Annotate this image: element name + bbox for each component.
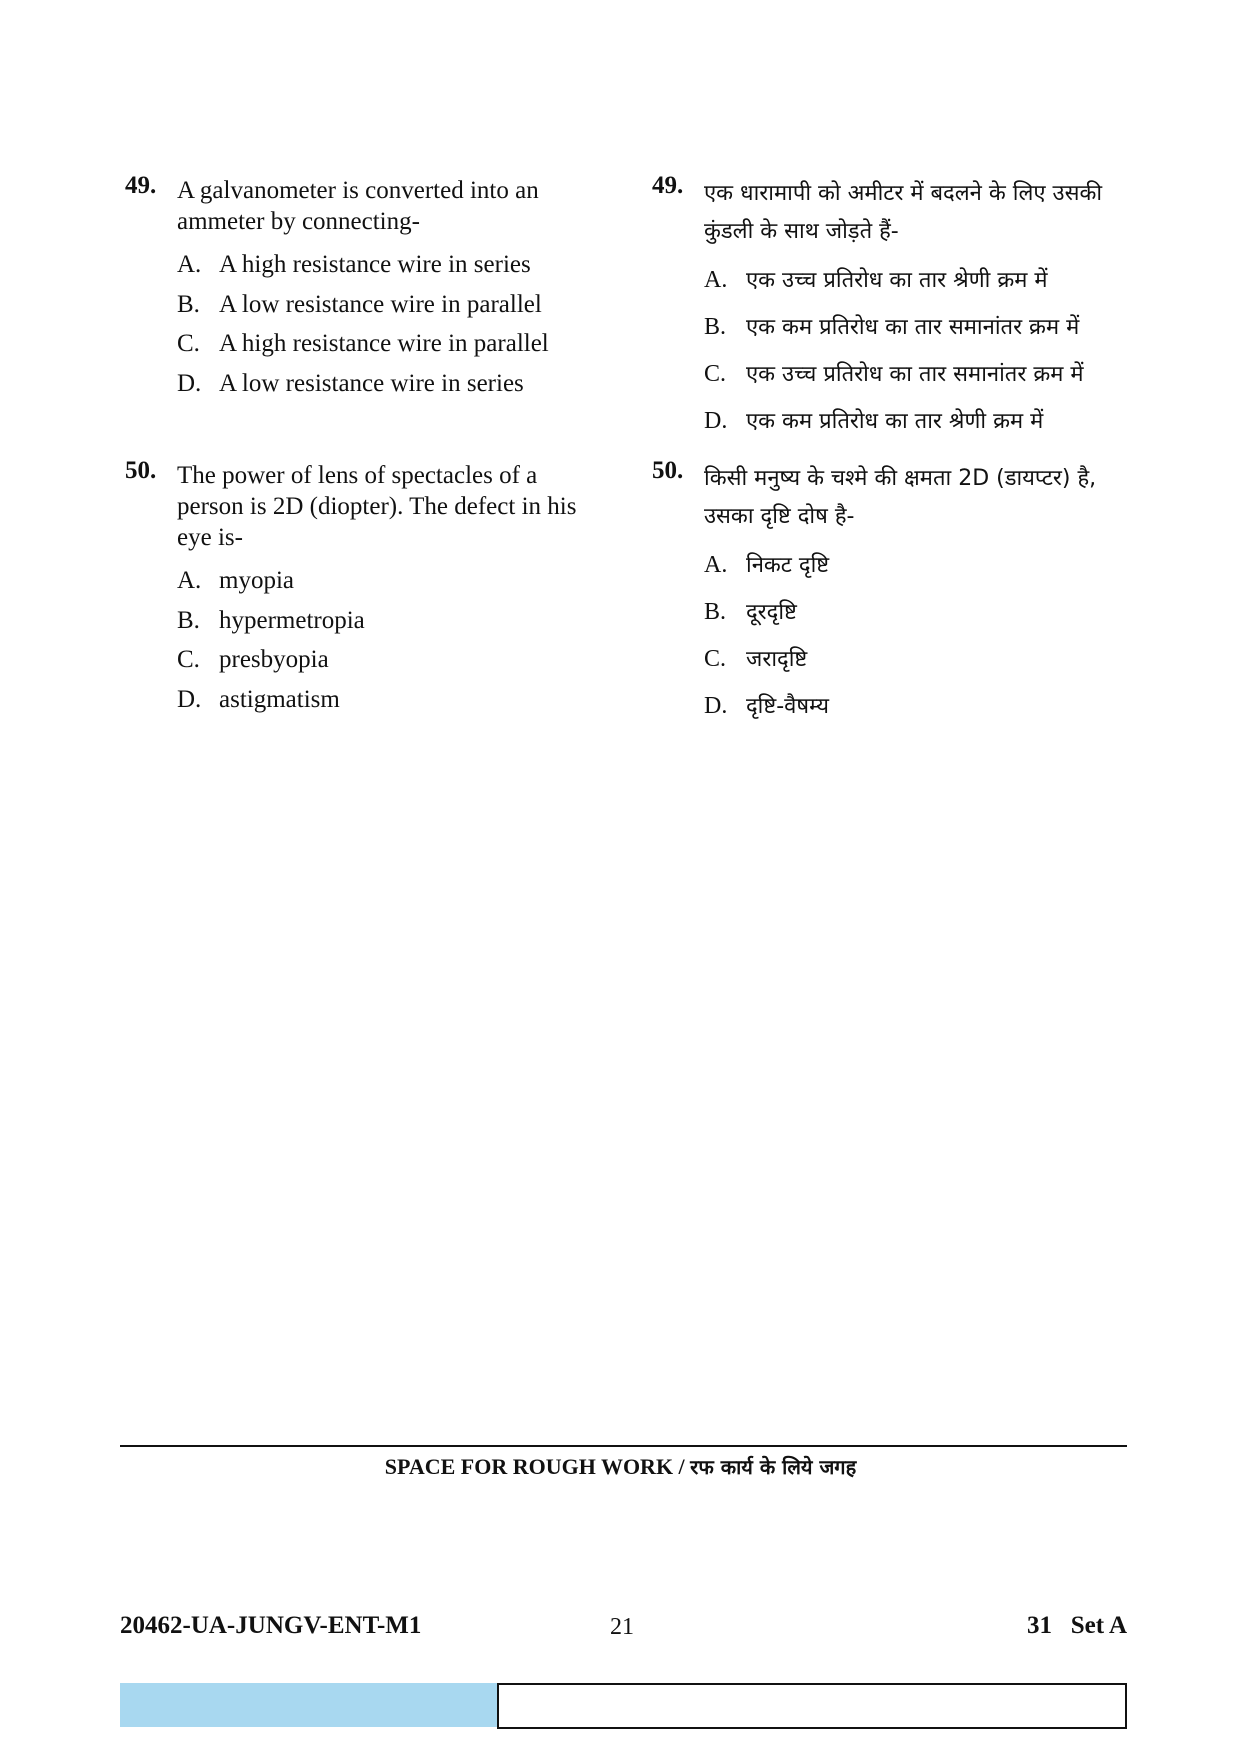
rough-work-label-hi: रफ कार्य के लिये जगह xyxy=(690,1455,857,1479)
question-text: किसी मनुष्य के चश्मे की क्षमता 2D (डायप्टर) है, उसका दृष्टि दोष है- xyxy=(704,466,1097,529)
option-b[interactable] xyxy=(177,285,597,325)
option-text: एक उच्च प्रतिरोध का तार समानांतर क्रम में xyxy=(746,362,1084,387)
option-text: एक कम प्रतिरोध का तार श्रेणी क्रम में xyxy=(746,409,1044,434)
option-letter: D. xyxy=(177,685,202,713)
question-49-en xyxy=(125,172,597,403)
option-letter: B. xyxy=(704,599,727,625)
option-letter: B. xyxy=(704,314,727,340)
options-list xyxy=(704,542,1144,730)
option-text: A low resistance wire in series xyxy=(219,369,524,397)
option-letter: B. xyxy=(177,606,200,634)
option-c[interactable] xyxy=(704,351,1144,398)
option-d[interactable] xyxy=(177,364,597,404)
option-letter: C. xyxy=(177,330,200,357)
paper-code: 20462-UA-JUNGV-ENT-M1 xyxy=(120,1612,422,1639)
option-a[interactable] xyxy=(177,561,597,601)
option-text: hypermetropia xyxy=(219,606,365,634)
option-text: A low resistance wire in parallel xyxy=(219,290,542,318)
option-letter: B. xyxy=(177,290,200,318)
question-49-hi xyxy=(652,172,1144,445)
option-c[interactable] xyxy=(177,324,597,364)
options-list xyxy=(177,245,597,403)
option-a[interactable] xyxy=(177,245,597,285)
question-number: 50. xyxy=(652,457,684,484)
question-text: एक धारामापी को अमीटर में बदलने के लिए उसकी कुंडली के साथ जोड़ते हैं- xyxy=(704,181,1103,244)
option-letter: D. xyxy=(704,693,728,719)
options-list xyxy=(177,561,597,719)
option-letter: D. xyxy=(177,369,202,397)
option-letter: A. xyxy=(704,552,728,578)
footer-empty-box xyxy=(497,1683,1127,1729)
question-text: A galvanometer is converted into an ammeter by connecting- xyxy=(177,177,539,235)
option-text: जरादृष्टि xyxy=(746,647,808,672)
option-c[interactable] xyxy=(177,640,597,680)
options-list xyxy=(704,257,1144,445)
option-letter: A. xyxy=(704,267,728,293)
option-text: एक कम प्रतिरोध का तार समानांतर क्रम में xyxy=(746,315,1080,340)
option-text: निकट दृष्टि xyxy=(746,553,830,578)
question-number: 49. xyxy=(652,172,684,199)
option-a[interactable] xyxy=(704,257,1144,304)
set-info xyxy=(1027,1612,1127,1640)
option-letter: A. xyxy=(177,567,202,594)
option-text: A high resistance wire in parallel xyxy=(219,330,549,357)
option-text: A high resistance wire in series xyxy=(219,251,531,278)
option-d[interactable] xyxy=(704,398,1144,445)
question-50-en xyxy=(125,457,597,719)
option-b[interactable] xyxy=(704,304,1144,351)
option-c[interactable] xyxy=(704,636,1144,683)
option-letter: D. xyxy=(704,408,728,434)
page-number: 21 xyxy=(610,1614,634,1640)
set-number: 31 xyxy=(1027,1612,1052,1639)
set-label: Set A xyxy=(1070,1612,1127,1639)
option-letter: A. xyxy=(177,251,202,278)
option-letter: C. xyxy=(704,646,727,672)
question-number: 50. xyxy=(125,457,157,484)
option-letter: C. xyxy=(704,361,727,387)
option-letter: C. xyxy=(177,646,200,673)
option-b[interactable] xyxy=(177,601,597,641)
option-text: दूरदृष्टि xyxy=(746,600,797,625)
option-text: presbyopia xyxy=(219,646,329,673)
option-text: astigmatism xyxy=(219,685,340,713)
option-text: एक उच्च प्रतिरोध का तार श्रेणी क्रम में xyxy=(746,268,1048,293)
footer-color-bar xyxy=(120,1683,497,1727)
option-a[interactable] xyxy=(704,542,1144,589)
question-text: The power of lens of spectacles of a person is 2D (diopter). The defect in his eye is- xyxy=(177,462,577,551)
question-50-hi xyxy=(652,457,1144,730)
option-d[interactable] xyxy=(177,680,597,720)
option-text: दृष्टि-वैषम्य xyxy=(746,694,830,719)
option-d[interactable] xyxy=(704,683,1144,730)
question-number: 49. xyxy=(125,172,157,199)
option-b[interactable] xyxy=(704,589,1144,636)
rough-work-label-en: SPACE FOR ROUGH WORK / xyxy=(384,1454,685,1479)
rough-work-divider xyxy=(120,1445,1127,1447)
rough-work-label xyxy=(0,1453,1241,1480)
option-text: myopia xyxy=(219,567,294,594)
